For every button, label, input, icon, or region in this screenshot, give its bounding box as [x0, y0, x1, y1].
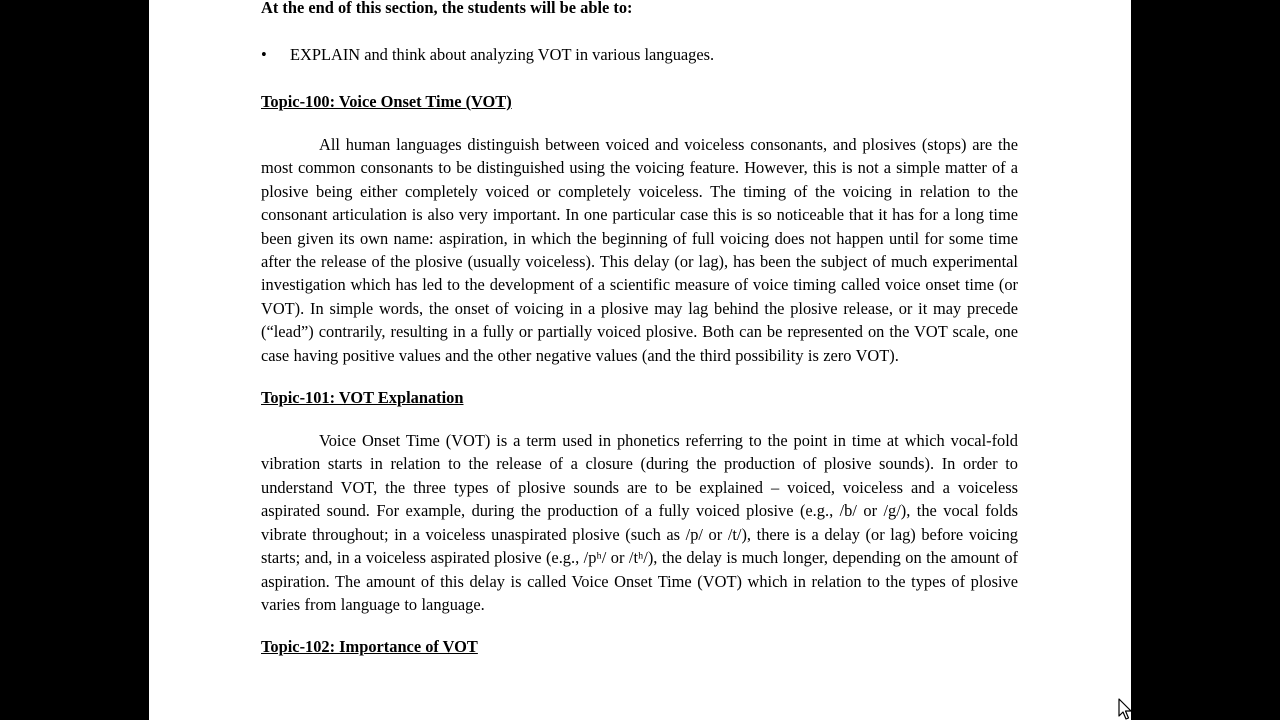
objectives-heading: At the end of this section, the students will be able to:: [261, 0, 633, 17]
bullet-icon: •: [261, 45, 267, 64]
objectives-list: [261, 39, 1018, 71]
section-topic-101: [261, 382, 1018, 616]
topic-heading: Topic-101: VOT Explanation: [261, 388, 464, 408]
section-topic-100: [261, 86, 1018, 367]
topic-heading: Topic-102: Importance of VOT: [261, 637, 478, 657]
objective-text: EXPLAIN and think about analyzing VOT in various languages.: [290, 45, 715, 64]
topic-heading: Topic-100: Voice Onset Time (VOT): [261, 92, 512, 111]
section-paragraph: All human languages distinguish between voiced and voiceless consonants, and plosives (stops) are the most common consonants to be distinguished using the voicing feature. However, this is not a simple matter of a plosive being either completely voiced or completely voiceless. The timing of the voicing in relation to the consonant articulation is also very important. In one particular case this is so noticeable that it has for a long time been given its own name: aspiration, in which the beginning of full voicing does not happen until for some time after the release of the plosive (usually voiceless). This delay (or lag), has been the subject of much experimental investigation which has led to the development of a scientific measure of voice timing called voice onset time (or VOT). In simple words, the onset of voicing in a plosive may lag behind the plosive release, or it may precede (“lead”) contrarily, resulting in a fully or partially voiced plosive. Both can be represented on the VOT scale, one case having positive values and the other negative values (and the third possibility is zero VOT).: [261, 135, 1018, 365]
mouse-pointer-icon: [1118, 698, 1132, 720]
document-content: [261, 0, 1018, 663]
section-paragraph: Voice Onset Time (VOT) is a term used in phonetics referring to the point in time at which vocal-fold vibration starts in relation to the release of a closure (during the production of plosive sounds). In order to understand VOT, the three types of plosive sounds are to be explained – voiced, voiceless and a voiceless aspirated sound. For example, during the production of a fully voiced plosive (e.g., /b/ or /g/), the vocal folds vibrate throughout; in a voiceless unaspirated plosive (such as /p/ or /t/), there is a delay (or lag) before voicing starts; and, in a voiceless aspirated plosive (e.g., /pʰ/ or /tʰ/), the delay is much longer, depending on the amount of aspiration. The amount of this delay is called Voice Onset Time (VOT) which in relation to the types of plosive varies from language to language.: [261, 431, 1018, 614]
section-topic-102: [261, 631, 1018, 663]
document-page: [149, 0, 1131, 720]
objective-item: [261, 39, 1018, 71]
